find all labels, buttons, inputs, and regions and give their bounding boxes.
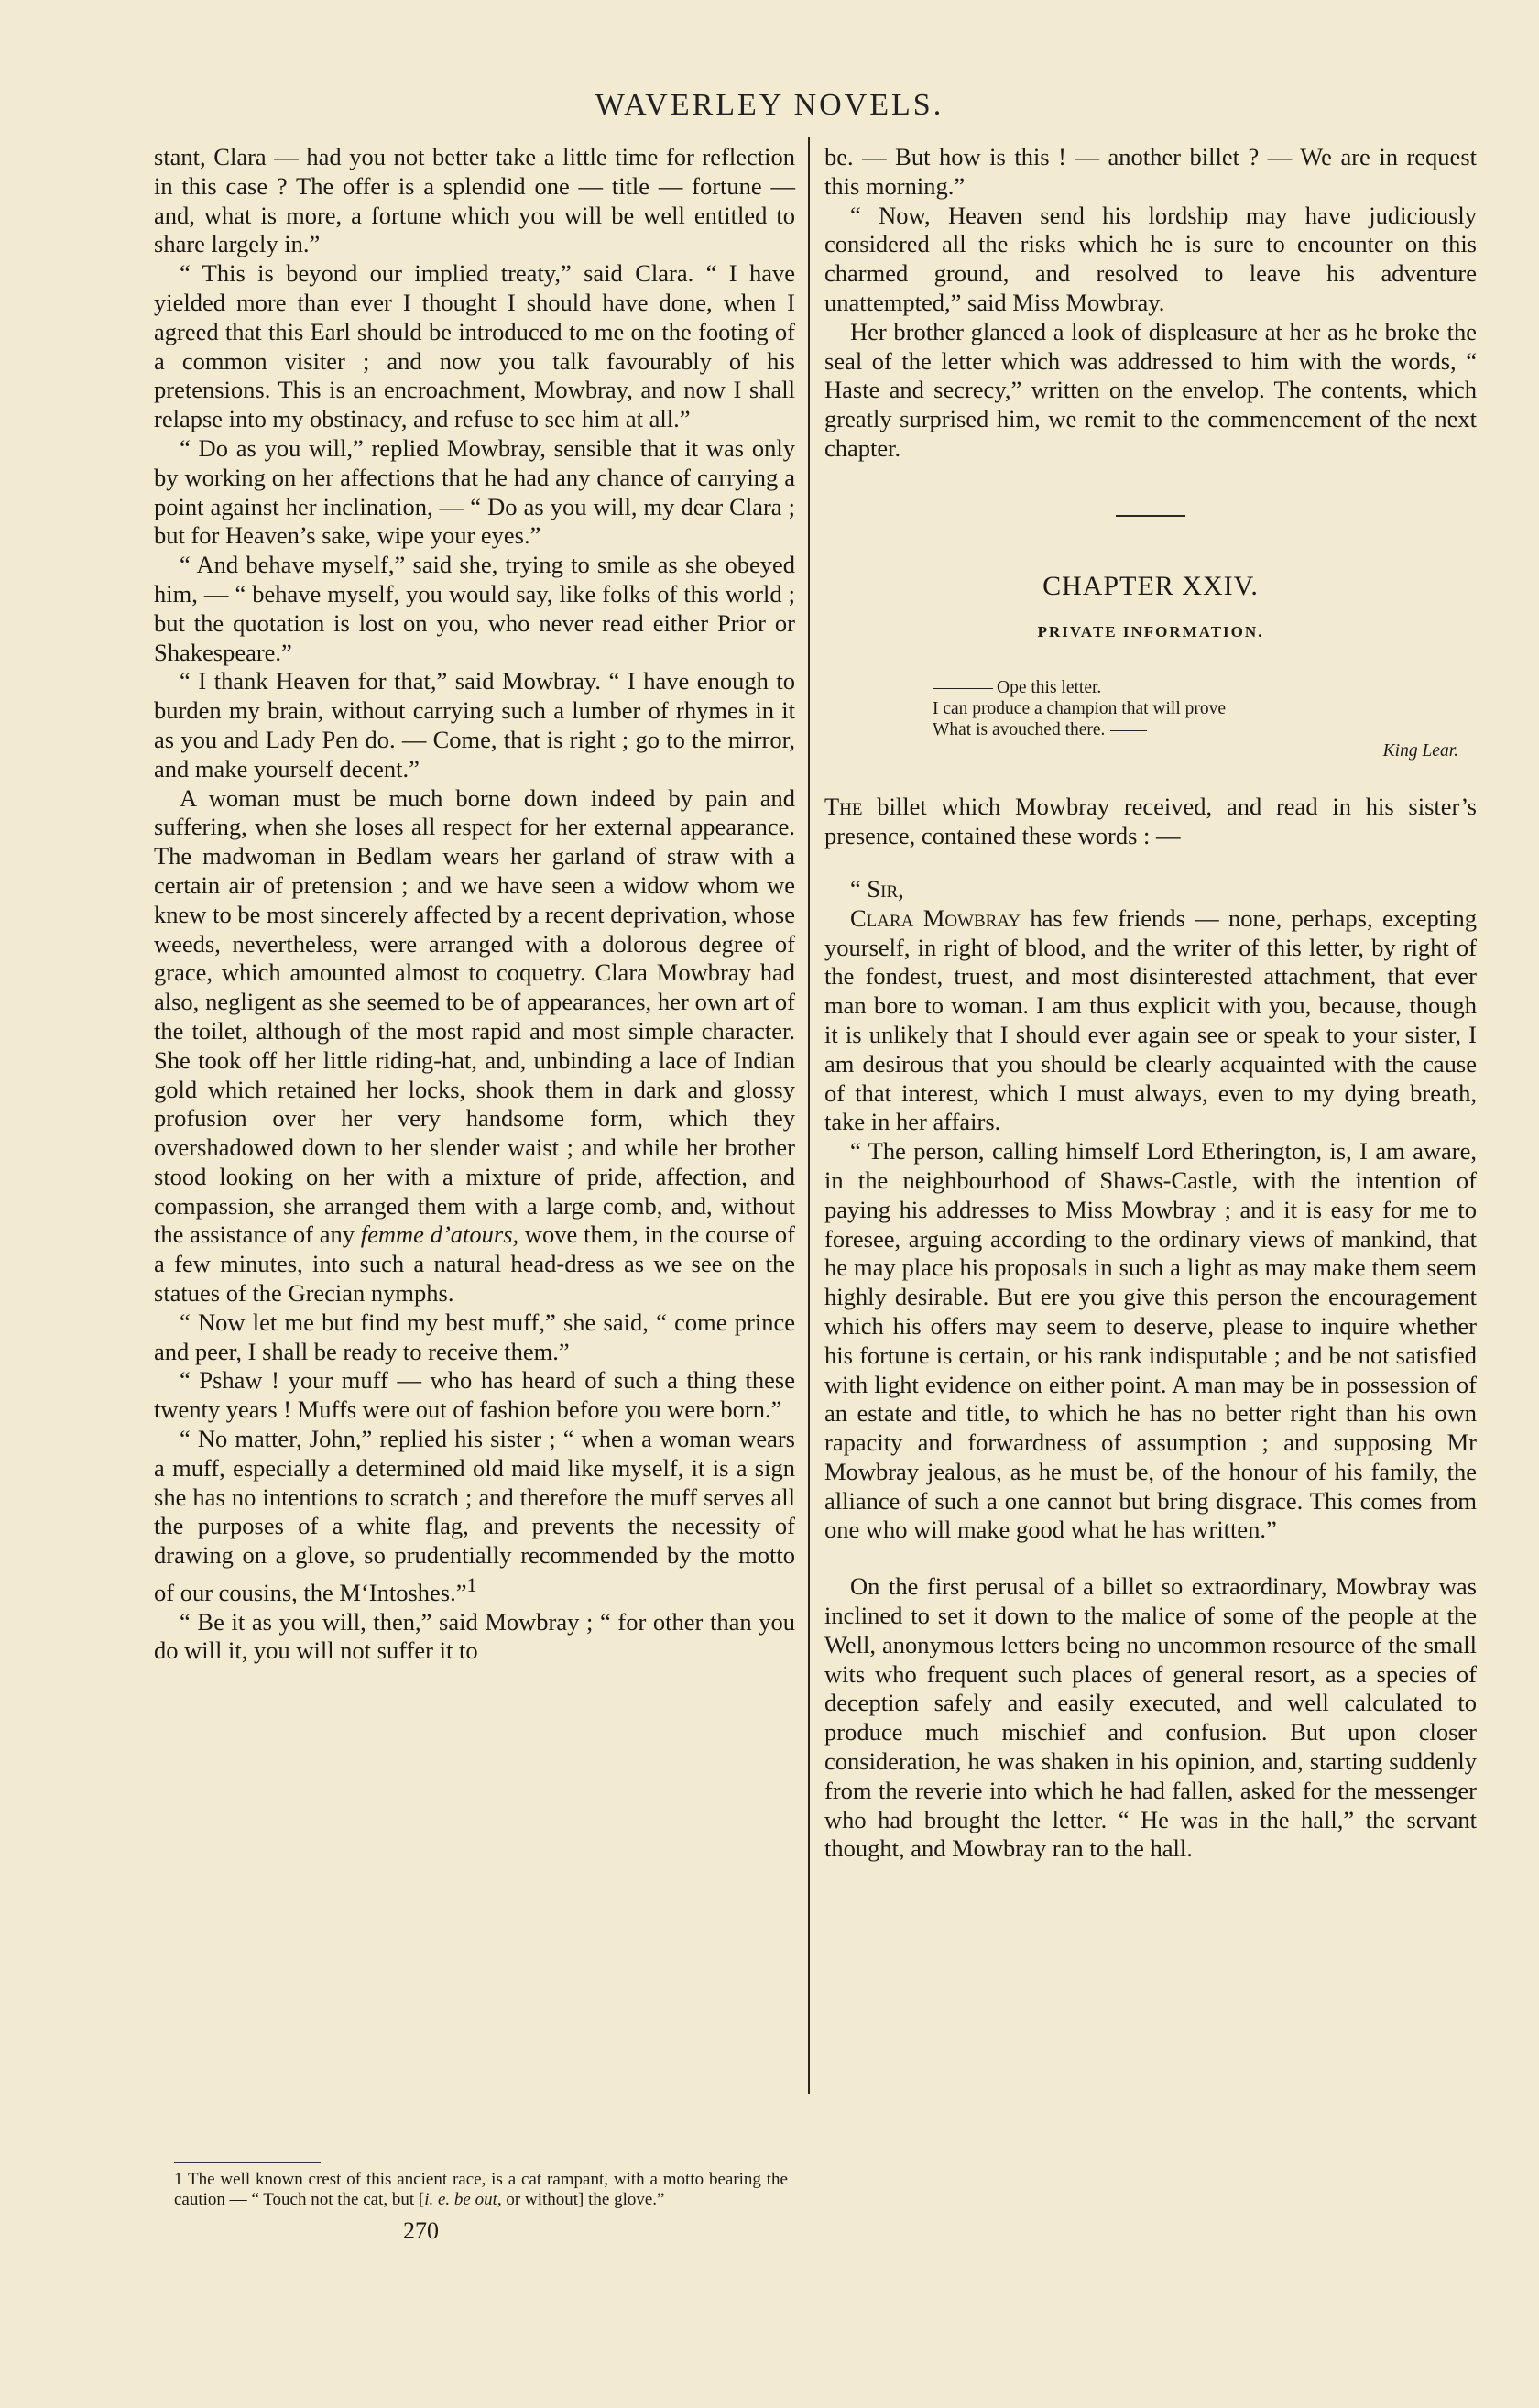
paragraph: “ Do as you will,” replied Mowbray, sensible that it was only by working on her affections that he had any chance of carrying a point against her inclination, — “ Do as you will, my dear Clara ; but for Heaven’s sake, wipe your eyes.” — [154, 433, 795, 550]
running-head: WAVERLEY NOVELS. — [595, 88, 944, 122]
paragraph: “ Now, Heaven send his lordship may have judiciously considered all the risks which he is sure to encounter on this charmed ground, and resolved to leave his adventure unattempted,” said Miss Mowbray. — [824, 201, 1477, 316]
paragraph-text: wove them, in the course of a few minutes, into such a natural head-dress as we see on the statues of the Grecian nymphs. — [154, 1220, 795, 1308]
paragraph: “ This is beyond our implied treaty,” said Clara. “ I have yielded more than ever I thought I should have done, when I agreed that this Earl should be introduced to me on the footing of a common visiter ; and now you talk favourably of his pretensions. This is an encroachment, Mowbray, and now I shall relapse into my obstinacy, and refuse to see him at all.” — [154, 259, 795, 433]
page-number: 270 — [403, 2217, 439, 2244]
epigraph-line: Ope this letter. — [933, 677, 1458, 698]
chapter-subtitle: PRIVATE INFORMATION. — [1037, 622, 1264, 640]
paragraph: “ Pshaw ! your muff — who has heard of such a thing these twenty years ! Muffs were out of fashion before you were born.” — [154, 1366, 795, 1424]
paragraph: stant, Clara — had you not better take a little time for reflection in this case ? The offer is a splendid one — title — fortune — and, what is more, a fortune which you will be well entitled to share largely in.” — [154, 143, 795, 258]
right-column — [824, 143, 1477, 1864]
paragraph — [154, 784, 795, 1308]
epigraph-line: I can produce a champion that will prove — [933, 699, 1227, 719]
opening-word: The — [824, 793, 863, 821]
paragraph-text: A woman must be much borne down indeed by pain and suffering, when she loses all respect for her external appearance. The madwoman in Bedlam wears her garland of straw with a certain air of pretension ; and we have seen a widow whom we knew to be most sincerely affected by a recent deprivation, whose weeds, nevertheless, were arranged with a dolorous degree of grace, which amounted almost to coquetry. Clara Mowbray had also, negligent as she seemed to be of appearances, her own art of the toilet, although of the most rapid and most simple character. She took off her little riding-hat, and, unbinding a lace of Indian gold which retained her locks, shook them in dark and glossy profusion over her very handsome form, which they overshadowed down to her slender waist ; and while her brother stood looking on her with a mixture of pride, affection, and compassion, she arranged them with a large comb, and, without the assistance of any — [154, 783, 795, 1249]
footnote-text: or without] the glove.” — [501, 2190, 665, 2209]
paragraph: be. — But how is this ! — another billet ? — We are in request this morning.” — [824, 143, 1477, 200]
section-rule — [1116, 515, 1185, 517]
paragraph-text: has few friends — none, perhaps, excepting yourself, in right of blood, and the writer of this letter, by right of the fondest, truest, and most disinterested attachment, that ever man bore to woman. I am thus explicit with you, because, though it is unlikely that I should ever again see or speak to your sister, I am desirous that you should be clearly acquainted with the cause of that interest, which I must always, even to my dying breath, take in her affairs. — [824, 903, 1477, 1136]
letter-paragraph: “ The person, calling himself Lord Etherington, is, I am aware, in the neighbourhood of Shaws-Castle, with the intention of paying his addresses to Miss Mowbray ; and it is easy for me to foresee, arguing according to the ordinary views of mankind, that he may place his proposals in such a light as may make them seem highly desirable. But ere you give this person the encouragement which his offers may seem to deserve, please to inquire whether his fortune is certain, or his rank indisputable ; and be not satisfied with light evidence on either point. A man may be in possession of an estate and title, to which he has no better right than his own rapacity and forwardness of assumption ; and supposing Mr Mowbray jealous, as he must be, of the honour of his family, the alliance of such a one cannot but bring disgrace. This comes from one who will make good what he has written.” — [824, 1137, 1477, 1544]
footnote-rule — [174, 2162, 321, 2163]
chapter-title: CHAPTER XXIV. — [1042, 570, 1259, 601]
column-divider — [808, 137, 810, 2094]
paragraph — [824, 793, 1477, 851]
paragraph-text: billet which Mowbray received, and read in his sister’s presence, contained these words : — — [824, 793, 1477, 850]
footnote — [174, 2170, 788, 2210]
footnote-marker: 1 — [466, 1573, 477, 1597]
footnote-text: 1 The well known crest of this ancient race, is a cat rampant, with a motto bearing the caution — “ Touch not the cat, but [ — [174, 2170, 788, 2209]
paragraph: On the first perusal of a billet so extraordinary, Mowbray was inclined to set it down to the malice of some of the people at the Well, anonymous letters being no uncommon resource of the small wits who frequent such places of general resort, as a species of deception safely and easily executed, and well calculated to produce much mischief and confusion. But upon closer consideration, he was shaken in his opinion, and, starting suddenly from the reverie into which he had fallen, asked for the messenger who had brought the letter. “ He was in the hall,” the servant thought, and Mowbray ran to the hall. — [824, 1572, 1477, 1863]
italic-phrase: femme d’atours, — [360, 1220, 519, 1249]
epigraph-line: What is avouched there. — [933, 719, 1458, 740]
footnote-italic: i. e. be out, — [424, 2190, 502, 2209]
left-column — [154, 143, 795, 1666]
letter-name: Clara Mowbray — [850, 903, 1021, 932]
letter-salutation: “ Sir, — [850, 874, 904, 903]
spacer — [824, 1545, 1477, 1572]
paragraph: “ Now let me but find my best muff,” she said, “ come prince and peer, I shall be ready to receive them.” — [154, 1308, 795, 1365]
paragraph: “ And behave myself,” said she, trying to smile as she obeyed him, — “ behave myself, you would say, like folks of this world ; but the quotation is lost on you, who never read either Prior or Shakespeare.” — [154, 551, 795, 666]
paragraph: Her brother glanced a look of displeasure at her as he broke the seal of the letter which was addressed to him with the words, “ Haste and secrecy,” written on the envelop. The contents, which greatly surprised him, we remit to the commencement of the next chapter. — [824, 317, 1477, 462]
paragraph: “ Be it as you will, then,” said Mowbray ; “ for other than you do will it, you will not suffer it to — [154, 1607, 795, 1665]
epigraph-attribution: King Lear. — [1382, 741, 1458, 761]
epigraph — [933, 677, 1458, 761]
paragraph-text: “ No matter, John,” replied his sister ; “ when a woman wears a muff, especially a determined old maid like myself, it is a sign she has no intentions to scratch ; and therefore the muff serves all the purposes of a white flag, and prevents the necessity of drawing on a glove, so prudentially recommended by the motto of our cousins, the M‘Intoshes.” — [154, 1425, 795, 1606]
letter-paragraph — [824, 904, 1477, 1137]
paragraph — [154, 1425, 795, 1608]
paragraph: “ I thank Heaven for that,” said Mowbray. “ I have enough to burden my brain, without carrying such a lumber of rhymes in it as you and Lady Pen do. — Come, that is right ; go to the mirror, and make yourself decent.” — [154, 667, 795, 783]
